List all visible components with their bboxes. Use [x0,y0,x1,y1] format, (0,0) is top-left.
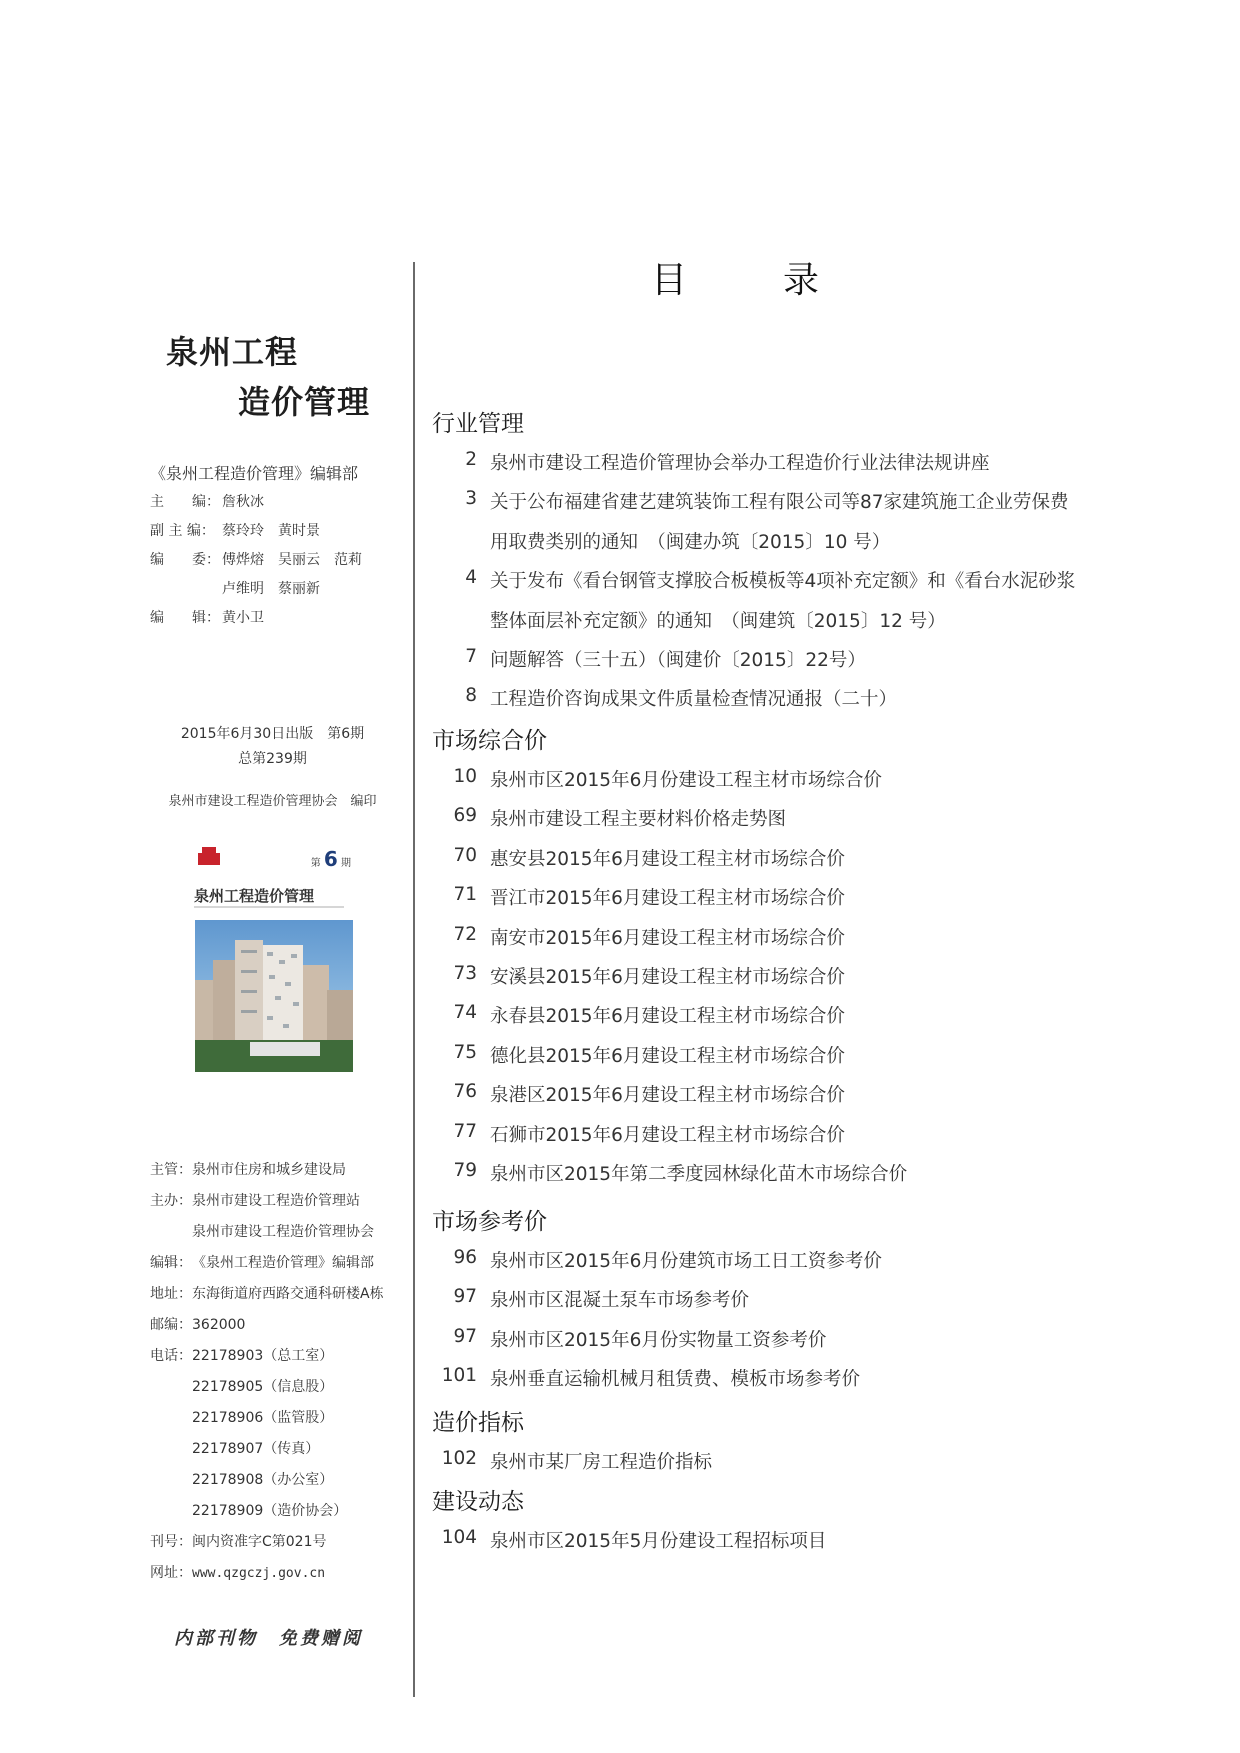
contact-info: 主管：泉州市住房和城乡建设局 主办：泉州市建设工程造价管理站 泉州市建设工程造价管理协会 编辑：《泉州工程造价管理》编辑部 地址：东海街道府西路交通科研楼A栋 邮编：362000 电话：22178903（总工室） 22178905（信息股） 22178906（监管股） 22178907（传真） 22178908（办公室） 22178909（造价协会） 刊号：闽内资准字C第021号 网址：www.qzgczj.gov.cn [150,1162,384,1581]
editorial-heading: 《泉州工程造价管理》编辑部 [150,464,359,483]
toc-page-number: 97 [453,1325,477,1347]
publication-info [150,722,395,772]
publication-total-issue: 总第239期 [238,751,307,767]
toc-entry-title: 用取费类别的通知 （闽建办筑〔2015〕10 号） [490,531,891,553]
toc-page-number: 7 [465,646,477,667]
website-link[interactable]: www.qzgczj.gov.cn [192,1566,326,1581]
toc-page-number: 3 [465,488,477,510]
toc-section-heading: 建设动态 [432,1489,524,1515]
toc-entry-title: 德化县2015年6月建设工程主材市场综合价 [490,1045,845,1067]
toc-entry-title: 石狮市2015年6月建设工程主材市场综合价 [490,1124,845,1146]
magazine-title-line1: 泉州工程 [166,333,299,371]
toc-entry-title: 关于发布《看台钢管支撑胶合板模板等4项补充定额》和《看台水泥砂浆 [490,571,1076,593]
staff-row: 副 主 编： 蔡玲玲 黄时景 [150,523,320,539]
toc-entry-title: 永春县2015年6月建设工程主材市场综合价 [490,1006,845,1028]
toc-page-number: 74 [453,1002,477,1024]
toc-entry-title: 泉州市某厂房工程造价指标 [490,1452,713,1473]
toc-entry-title: 关于公布福建省建艺建筑装饰工程有限公司等87家建筑施工企业劳保费 [490,492,1069,514]
toc-page-number: 69 [453,805,477,827]
toc-section-heading: 市场综合价 [432,728,547,754]
toc-entry-title: 泉州市区2015年6月份建筑市场工日工资参考价 [490,1251,882,1272]
toc-page-number: 76 [453,1081,477,1103]
editorial-staff-list [150,488,376,633]
toc-page-number: 96 [453,1247,477,1268]
toc-entry-title: 泉港区2015年6月建设工程主材市场综合价 [490,1085,845,1107]
building-photo [195,920,353,1072]
toc-entry-title: 泉州垂直运输机械月租赁费、模板市场参考价 [490,1369,861,1391]
publication-date: 2015年6月30日出版 第6期 [180,726,365,742]
toc-page-number: 8 [465,685,477,707]
toc-entry-title: 泉州市区2015年6月份建设工程主材市场综合价 [490,770,882,791]
staff-row: 编 辑： 黄小卫 [150,610,264,626]
toc-entry-title: 惠安县2015年6月建设工程主材市场综合价 [490,848,845,870]
column-divider [413,262,415,1697]
toc-page-number: 71 [453,884,477,906]
toc-entry-title: 泉州市建设工程造价管理协会举办工程造价行业法律法规讲座 [490,453,990,474]
cover-subtitle-rule [194,906,344,908]
cover-thumbnail [192,845,357,1080]
association-logo-icon [198,853,220,865]
staff-row: 编 委： 傅烨熔 吴丽云 范莉 [150,552,362,568]
toc-page-number: 77 [453,1120,477,1142]
toc-page-number: 4 [465,567,477,589]
toc-entry-title: 工程造价咨询成果文件质量检查情况通报（二十） [490,689,898,711]
toc-entry-title: 泉州市建设工程主要材料价格走势图 [490,809,787,831]
toc-page-number: 79 [453,1160,477,1181]
toc-entry-title: 南安市2015年6月建设工程主材市场综合价 [490,927,845,949]
staff-row: 主 编： 詹秋冰 [150,494,264,510]
toc-title: 目 录 [650,260,849,301]
toc-page-number: 101 [441,1365,477,1387]
toc-page-number: 104 [441,1527,477,1548]
toc-entry-title: 泉州市区混凝土泵车市场参考价 [490,1290,750,1312]
toc-page-number: 97 [453,1286,477,1308]
toc-entry-title: 整体面层补充定额》的通知 （闽建筑〔2015〕12 号） [490,610,946,632]
toc-section-heading: 行业管理 [432,411,524,437]
toc-page-number: 2 [465,449,477,470]
staff-row: 卢维明 蔡丽新 [222,581,320,597]
magazine-title-line2: 造价管理 [238,383,371,421]
publisher: 泉州市建设工程造价管理协会 编印 [168,794,377,809]
cover-issue: 第 6 期 [310,847,351,871]
toc-page-number: 72 [453,923,477,945]
toc-entry-title: 安溪县2015年6月建设工程主材市场综合价 [490,967,845,988]
footer-note: 内部刊物 免费赠阅 [174,1628,363,1649]
toc-section-heading: 市场参考价 [432,1209,547,1235]
toc-entry-title: 问题解答（三十五）（闽建价〔2015〕22号） [490,650,866,671]
toc-entry-title: 泉州市区2015年6月份实物量工资参考价 [490,1329,827,1351]
toc-entry-title: 泉州市区2015年5月份建设工程招标项目 [490,1531,827,1552]
cover-title: 泉州工程造价管理 [194,887,315,905]
toc-page-number: 75 [453,1041,477,1063]
toc-entry-title: 泉州市区2015年第二季度园林绿化苗木市场综合价 [490,1164,908,1185]
toc-page-number: 102 [441,1448,477,1469]
toc-section-heading: 造价指标 [432,1410,524,1436]
toc-entry-title: 晋江市2015年6月建设工程主材市场综合价 [490,888,845,910]
toc-page-number: 73 [453,963,477,984]
toc-page-number: 70 [453,844,477,866]
toc-page-number: 10 [453,766,477,787]
